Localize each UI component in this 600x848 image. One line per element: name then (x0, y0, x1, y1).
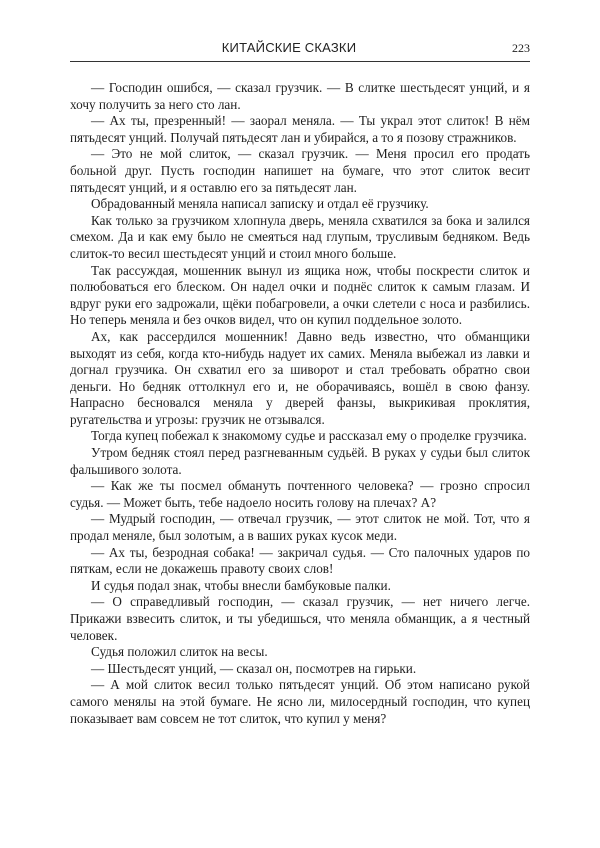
paragraph: — Мудрый господин, — отвечал грузчик, — этот слиток не мой. Тот, что я продал меняле, был золотым, а в ваших руках кусок меди. (70, 511, 530, 544)
paragraph: — Господин ошибся, — сказал грузчик. — В слитке шестьдесят унций, и я хочу получить за него сто лан. (70, 80, 530, 112)
running-header (70, 40, 530, 60)
paragraph: — Ах ты, безродная собака! — закричал судья. — Сто палочных ударов по пяткам, если не докажешь правоту своих слов! (70, 544, 530, 577)
paragraph: И судья подал знак, чтобы внесли бамбуковые палки. (91, 577, 391, 593)
paragraph: — Как же ты посмел обмануть почтенного человека? — грозно спросил судья. — Может быть, тебе надоело носить голову на плечах? А? (70, 478, 530, 510)
paragraph: Так рассуждая, мошенник вынул из ящика нож, чтобы поскрести слиток и полюбоваться его блеском. Он надел очки и поднёс слиток к самым глазам. И вдруг руки его задрожали, щёки побагровели, а очки слетели с носа и разбились. Но теперь меняла и без очков видел, что он купил поддельное золото. (70, 262, 530, 328)
book-section-title: КИТАЙСКИЕ СКАЗКИ (221, 40, 357, 55)
paragraph: Утром бедняк стоял перед разгневанным судьёй. В руках у судьи был слиток фальшивого золота. (70, 445, 530, 477)
paragraph: — Ах ты, презренный! — заорал меняла. — Ты украл этот слиток! В нём пятьдесят унций. Получай пятьдесят лан и убирайся, а то я позову стражников. (70, 113, 530, 145)
header-divider (70, 61, 530, 62)
paragraph: — О справедливый господин, — сказал грузчик, — нет ничего легче. Прикажи взвесить слиток, и ты убедишься, что меняла обманщик, а я честный человек. (70, 594, 530, 643)
paragraph: Судья положил слиток на весы. (91, 644, 268, 660)
paragraph: — Шестьдесят унций, — сказал он, посмотрев на гирьки. (91, 660, 417, 676)
paragraph: Ах, как рассердился мошенник! Давно ведь известно, что обманщики выходят из себя, когда кто-нибудь надует их самих. Меняла выбежал из лавки и догнал грузчика. Он схватил его за шиворот и стал требовать обратно свои деньги. Но бедняк оттолкнул его и, не оборачиваясь, вошёл в свою фанзу. Напрасно бесновался меняла у дверей фанзы, выкрикивая проклятия, ругательства и угрозы: грузчик не отзывался. (70, 328, 530, 427)
paragraph: Тогда купец побежал к знакомому судье и рассказал ему о проделке грузчика. (91, 428, 527, 444)
paragraph: Как только за грузчиком хлопнула дверь, меняла схватился за бока и залился смехом. Да и как ему было не смеяться над глупым, трусливым бедняком. Ведь слиток-то весил шестьдесят унций и стоил много больше. (70, 212, 530, 261)
page-text (70, 80, 530, 727)
paragraph: — А мой слиток весил только пятьдесят унций. Об этом написано рукой самого менялы на этой бумаге. Не ясно ли, милосердный господин, что купец показывает вам совсем не тот слиток, что купил у меня? (70, 677, 530, 726)
paragraph: Обрадованный меняла написал записку и отдал её грузчику. (91, 196, 429, 212)
paragraph: — Это не мой слиток, — сказал грузчик. — Меня просил его продать больной друг. Пусть господин напишет на бумаге, что этот слиток весит пятьдесят унций, и я оставлю его за пятьдесят лан. (70, 146, 530, 195)
page-number: 223 (512, 41, 530, 55)
